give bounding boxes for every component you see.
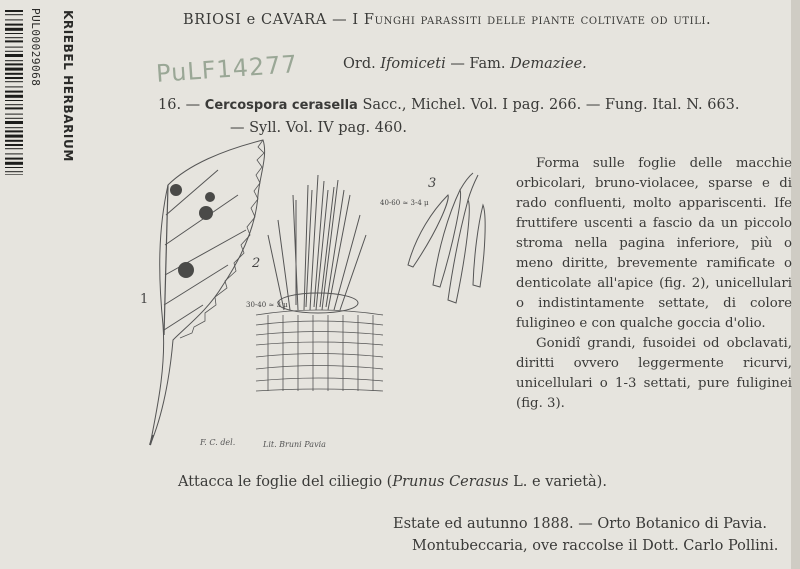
host-latin: Prunus Cerasus xyxy=(392,474,509,490)
barcode-bar xyxy=(5,40,23,42)
herbarium-label: KRIEBEL HERBARIUM xyxy=(61,10,75,162)
illustrator-credit: F. C. del. xyxy=(200,438,236,447)
barcode-bar xyxy=(5,77,23,79)
barcode-bar xyxy=(5,158,23,160)
order-line xyxy=(343,56,587,72)
barcode-bar xyxy=(5,19,23,20)
fig2-label: 2 xyxy=(252,256,261,271)
fig1-label: 1 xyxy=(140,292,149,307)
barcode-bar xyxy=(5,118,23,119)
barcode-bar xyxy=(5,171,23,172)
species-entry xyxy=(158,94,740,139)
barcode-bar xyxy=(5,130,23,132)
barcode-bar xyxy=(5,54,23,57)
stroma-section xyxy=(256,310,383,391)
barcode-bar xyxy=(5,140,23,142)
barcode-bar xyxy=(5,91,23,93)
page-edge xyxy=(791,0,800,569)
barcode-bar xyxy=(5,37,23,38)
header-separator: — xyxy=(332,12,348,28)
lithographer-credit: Lit. Bruni Pavia xyxy=(263,440,326,449)
barcode-bar xyxy=(5,148,23,149)
description-para-2: Gonidî grandi, fusoidei od obclavati, diritti ovvero leggermente ricurvi, unicellulari o 1-3 settati, pure fuliginei (fig. 3). xyxy=(516,336,792,411)
collection-collector: Montubeccaria, ove raccolse il Dott. Carlo Pollini. xyxy=(412,538,779,554)
fam-name: Demaziee. xyxy=(510,56,587,72)
barcode-bar xyxy=(5,153,23,154)
barcode-bar xyxy=(5,121,23,124)
fig2-scale: 30-40 ≈ 3 μ xyxy=(246,301,288,309)
ord-name: Ifomiceti xyxy=(380,56,446,72)
barcode-bar xyxy=(5,10,23,12)
barcode-bar xyxy=(5,33,23,34)
barcode-bar xyxy=(5,47,23,48)
barcode-bar xyxy=(5,81,23,82)
species-name: Cercospora cerasella xyxy=(204,98,358,113)
host-line xyxy=(178,474,607,490)
barcode-bar xyxy=(5,162,23,165)
barcode-bar xyxy=(5,174,23,175)
description-para-1: Forma sulle foglie delle macchie orbicolari, bruno-violacee, sparse e di rado confluenti, molto appariscenti. Ife fruttifere uscenti a fascio da un piccolo stroma nella pagina inferiore, più o meno diritte, brevemente ramificate o denticolate all'apice (fig. 2), unicellulari o indistintamente settate, di colore fuligineo e con qualche goccia d'olio. xyxy=(516,156,792,331)
barcode-bar xyxy=(5,127,23,128)
entry-number: 16. — xyxy=(158,97,201,113)
ord-prefix: Ord. xyxy=(343,56,376,72)
accession-stamp: PuLF14277 xyxy=(155,50,299,88)
barcode-bar xyxy=(5,24,23,26)
header-title: I Funghi parassiti delle piante coltivate od utili. xyxy=(352,12,712,28)
page-header xyxy=(183,12,711,28)
barcode-bar xyxy=(5,95,23,98)
barcode-bar xyxy=(5,167,23,168)
host-suffix: L. e varietà). xyxy=(508,474,607,490)
conidia xyxy=(408,173,485,303)
barcode-bar xyxy=(5,135,23,138)
collection-date-place: Estate ed autunno 1888. — Orto Botanico di Pavia. xyxy=(393,516,768,532)
barcode-bar xyxy=(5,28,23,31)
leaf-spots xyxy=(170,184,215,278)
barcode-bar xyxy=(5,86,23,87)
barcode-bar xyxy=(5,63,23,65)
fig3-scale: 40-60 ≈ 3-4 μ xyxy=(380,199,429,207)
host-prefix: Attacca le foglie del ciliegio ( xyxy=(178,474,393,490)
barcode-bar xyxy=(5,144,23,146)
leaf-drawing xyxy=(150,140,265,445)
barcode-number: PUL00029068 xyxy=(29,8,42,87)
barcode-bar xyxy=(5,114,23,115)
fig3-label: 3 xyxy=(428,176,437,191)
entry-syll: — Syll. Vol. IV pag. 460. xyxy=(230,120,407,136)
barcode-bar xyxy=(5,14,23,15)
barcode-bar xyxy=(5,73,23,75)
fruiting-hyphae xyxy=(268,175,366,313)
header-authors: BRIOSI e CAVARA xyxy=(183,12,327,28)
barcode-bar xyxy=(5,68,23,71)
barcode xyxy=(5,10,23,175)
fam-prefix: — Fam. xyxy=(450,56,506,72)
barcode-bar xyxy=(5,107,23,109)
barcode-bar xyxy=(5,51,23,52)
botanical-illustration xyxy=(128,135,508,465)
barcode-bar xyxy=(5,100,23,101)
barcode-bar xyxy=(5,60,23,61)
entry-citation: Sacc., Michel. Vol. I pag. 266. — Fung. Ital. N. 663. xyxy=(362,97,740,113)
description xyxy=(516,154,792,414)
barcode-bar xyxy=(5,104,23,105)
